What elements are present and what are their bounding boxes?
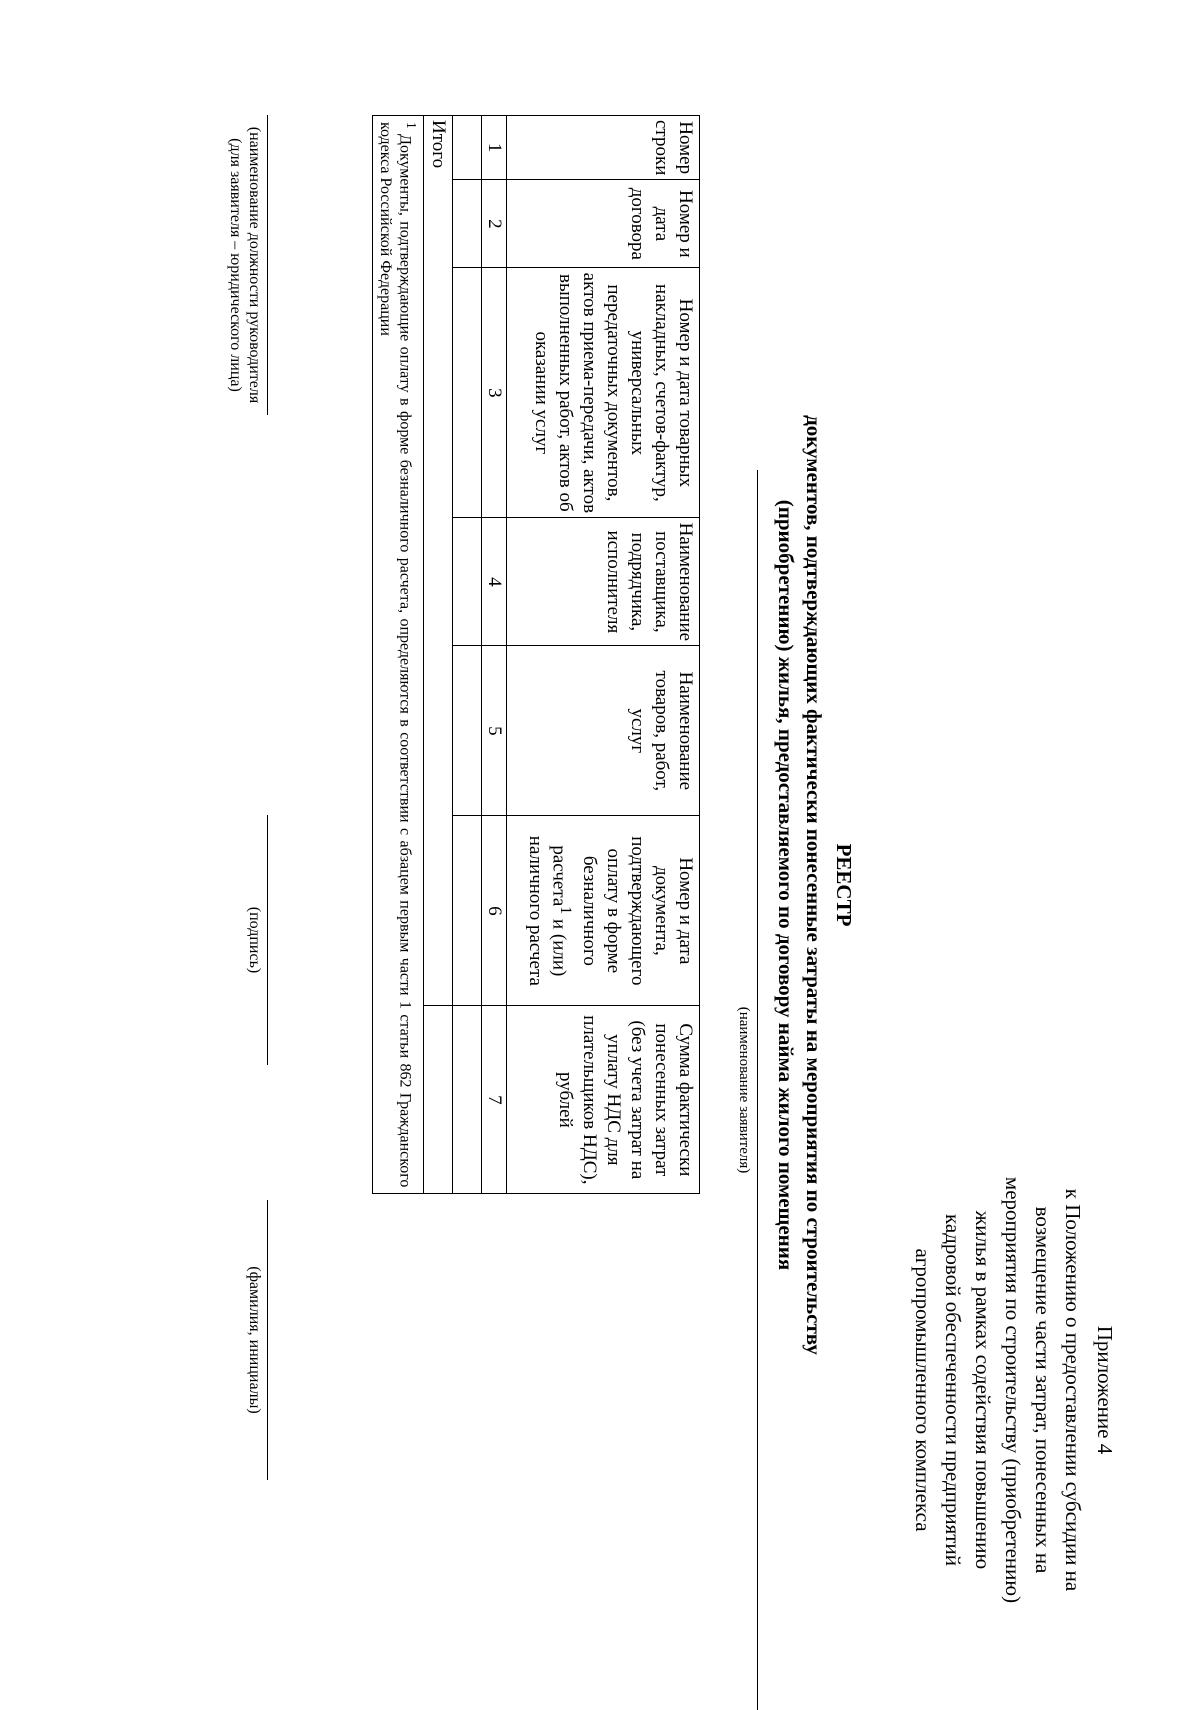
name-caption: (фамилия, инициалы) — [246, 1266, 263, 1414]
column-number: 6 — [482, 816, 507, 1006]
header-invoices: Номер и дата товарных накладных, счетов-фактур, универсальных передаточных документов, актов приема-передачи, актов выполненных работ, актов об оказании услуг — [507, 268, 700, 518]
table-cell — [453, 116, 482, 180]
total-value — [424, 1006, 453, 1194]
position-caption-line-2: (для заявителя – юридического лица) — [227, 138, 244, 392]
table-cell — [453, 180, 482, 268]
table-row — [453, 116, 482, 1194]
column-number: 5 — [482, 646, 507, 816]
column-number: 7 — [482, 1006, 507, 1194]
footnote-row — [372, 116, 423, 1194]
name-line — [267, 1200, 268, 1480]
appendix-header — [908, 1110, 1120, 1670]
header-supplier: Наименование поставщика, подрядчика, исполнителя — [507, 518, 700, 646]
table-cell — [453, 518, 482, 646]
title-line-1: документов, подтверждающих фактически понесенные затраты на мероприятия по строительству — [802, 415, 826, 1355]
column-number: 2 — [482, 180, 507, 268]
footnote-text: Документы, подтверждающие оплату в форме безналичного расчета, определяются в соответствии с абзацем первым части 1 статьи 862 Гражданского кодекса Российской Федерации — [376, 122, 414, 1188]
register-table — [372, 115, 700, 1194]
footnote-ref: 1 — [557, 906, 574, 915]
appendix-line: кадровой обеспеченности предприятий — [941, 1214, 965, 1566]
column-numbers-row — [482, 116, 507, 1194]
column-number: 3 — [482, 268, 507, 518]
position-caption-line-1: (наименование должности руководителя — [246, 126, 263, 404]
header-goods: Наименование товаров, работ, услуг — [507, 646, 700, 816]
applicant-name-line — [757, 470, 758, 1710]
appendix-line: возмещение части затрат, понесенных на — [1031, 1206, 1055, 1574]
footnote-mark: 1 — [404, 122, 419, 129]
table-cell — [453, 816, 482, 1006]
appendix-line: мероприятия по строительству (приобретению) — [1001, 1176, 1025, 1604]
table-cell — [453, 268, 482, 518]
position-signature-line — [267, 115, 268, 415]
footnote — [372, 116, 423, 1194]
document-sheet — [130, 80, 1130, 1680]
applicant-caption: (наименование заявителя) — [736, 1006, 752, 1174]
total-row — [424, 116, 453, 1194]
column-number: 4 — [482, 518, 507, 646]
appendix-number: Приложение 4 — [1093, 1325, 1117, 1455]
position-caption — [226, 115, 264, 415]
signature-line — [267, 815, 268, 1065]
document-title — [772, 140, 858, 1630]
signature-caption: (подпись) — [246, 906, 263, 974]
appendix-line: к Положению о предоставлении субсидии на — [1061, 1188, 1085, 1592]
table-cell — [453, 646, 482, 816]
header-payment-document — [507, 816, 700, 1006]
header-payment-tail: и (или) наличного расчета — [524, 835, 570, 986]
header-row-number: Номер строки — [507, 116, 700, 180]
header-payment-text: Номер и дата документа, подтверждающего оплату в форме безналичного расчета — [548, 836, 696, 986]
table-cell — [453, 1006, 482, 1194]
total-label: Итого — [424, 116, 453, 1006]
title-heading: РЕЕСТР — [832, 843, 856, 927]
appendix-line: жилья в рамках содействия повышению — [971, 1210, 995, 1570]
header-amount: Сумма фактически понесенных затрат (без учета затрат на уплату НДС для плательщиков НДС), рублей — [507, 1006, 700, 1194]
header-contract: Номер и дата договора — [507, 180, 700, 268]
appendix-line: агропромышленного комплекса — [911, 1248, 935, 1532]
title-line-2: (приобретению) жилья, предоставляемого по договору найма жилого помещения — [774, 499, 798, 1271]
column-number: 1 — [482, 116, 507, 180]
